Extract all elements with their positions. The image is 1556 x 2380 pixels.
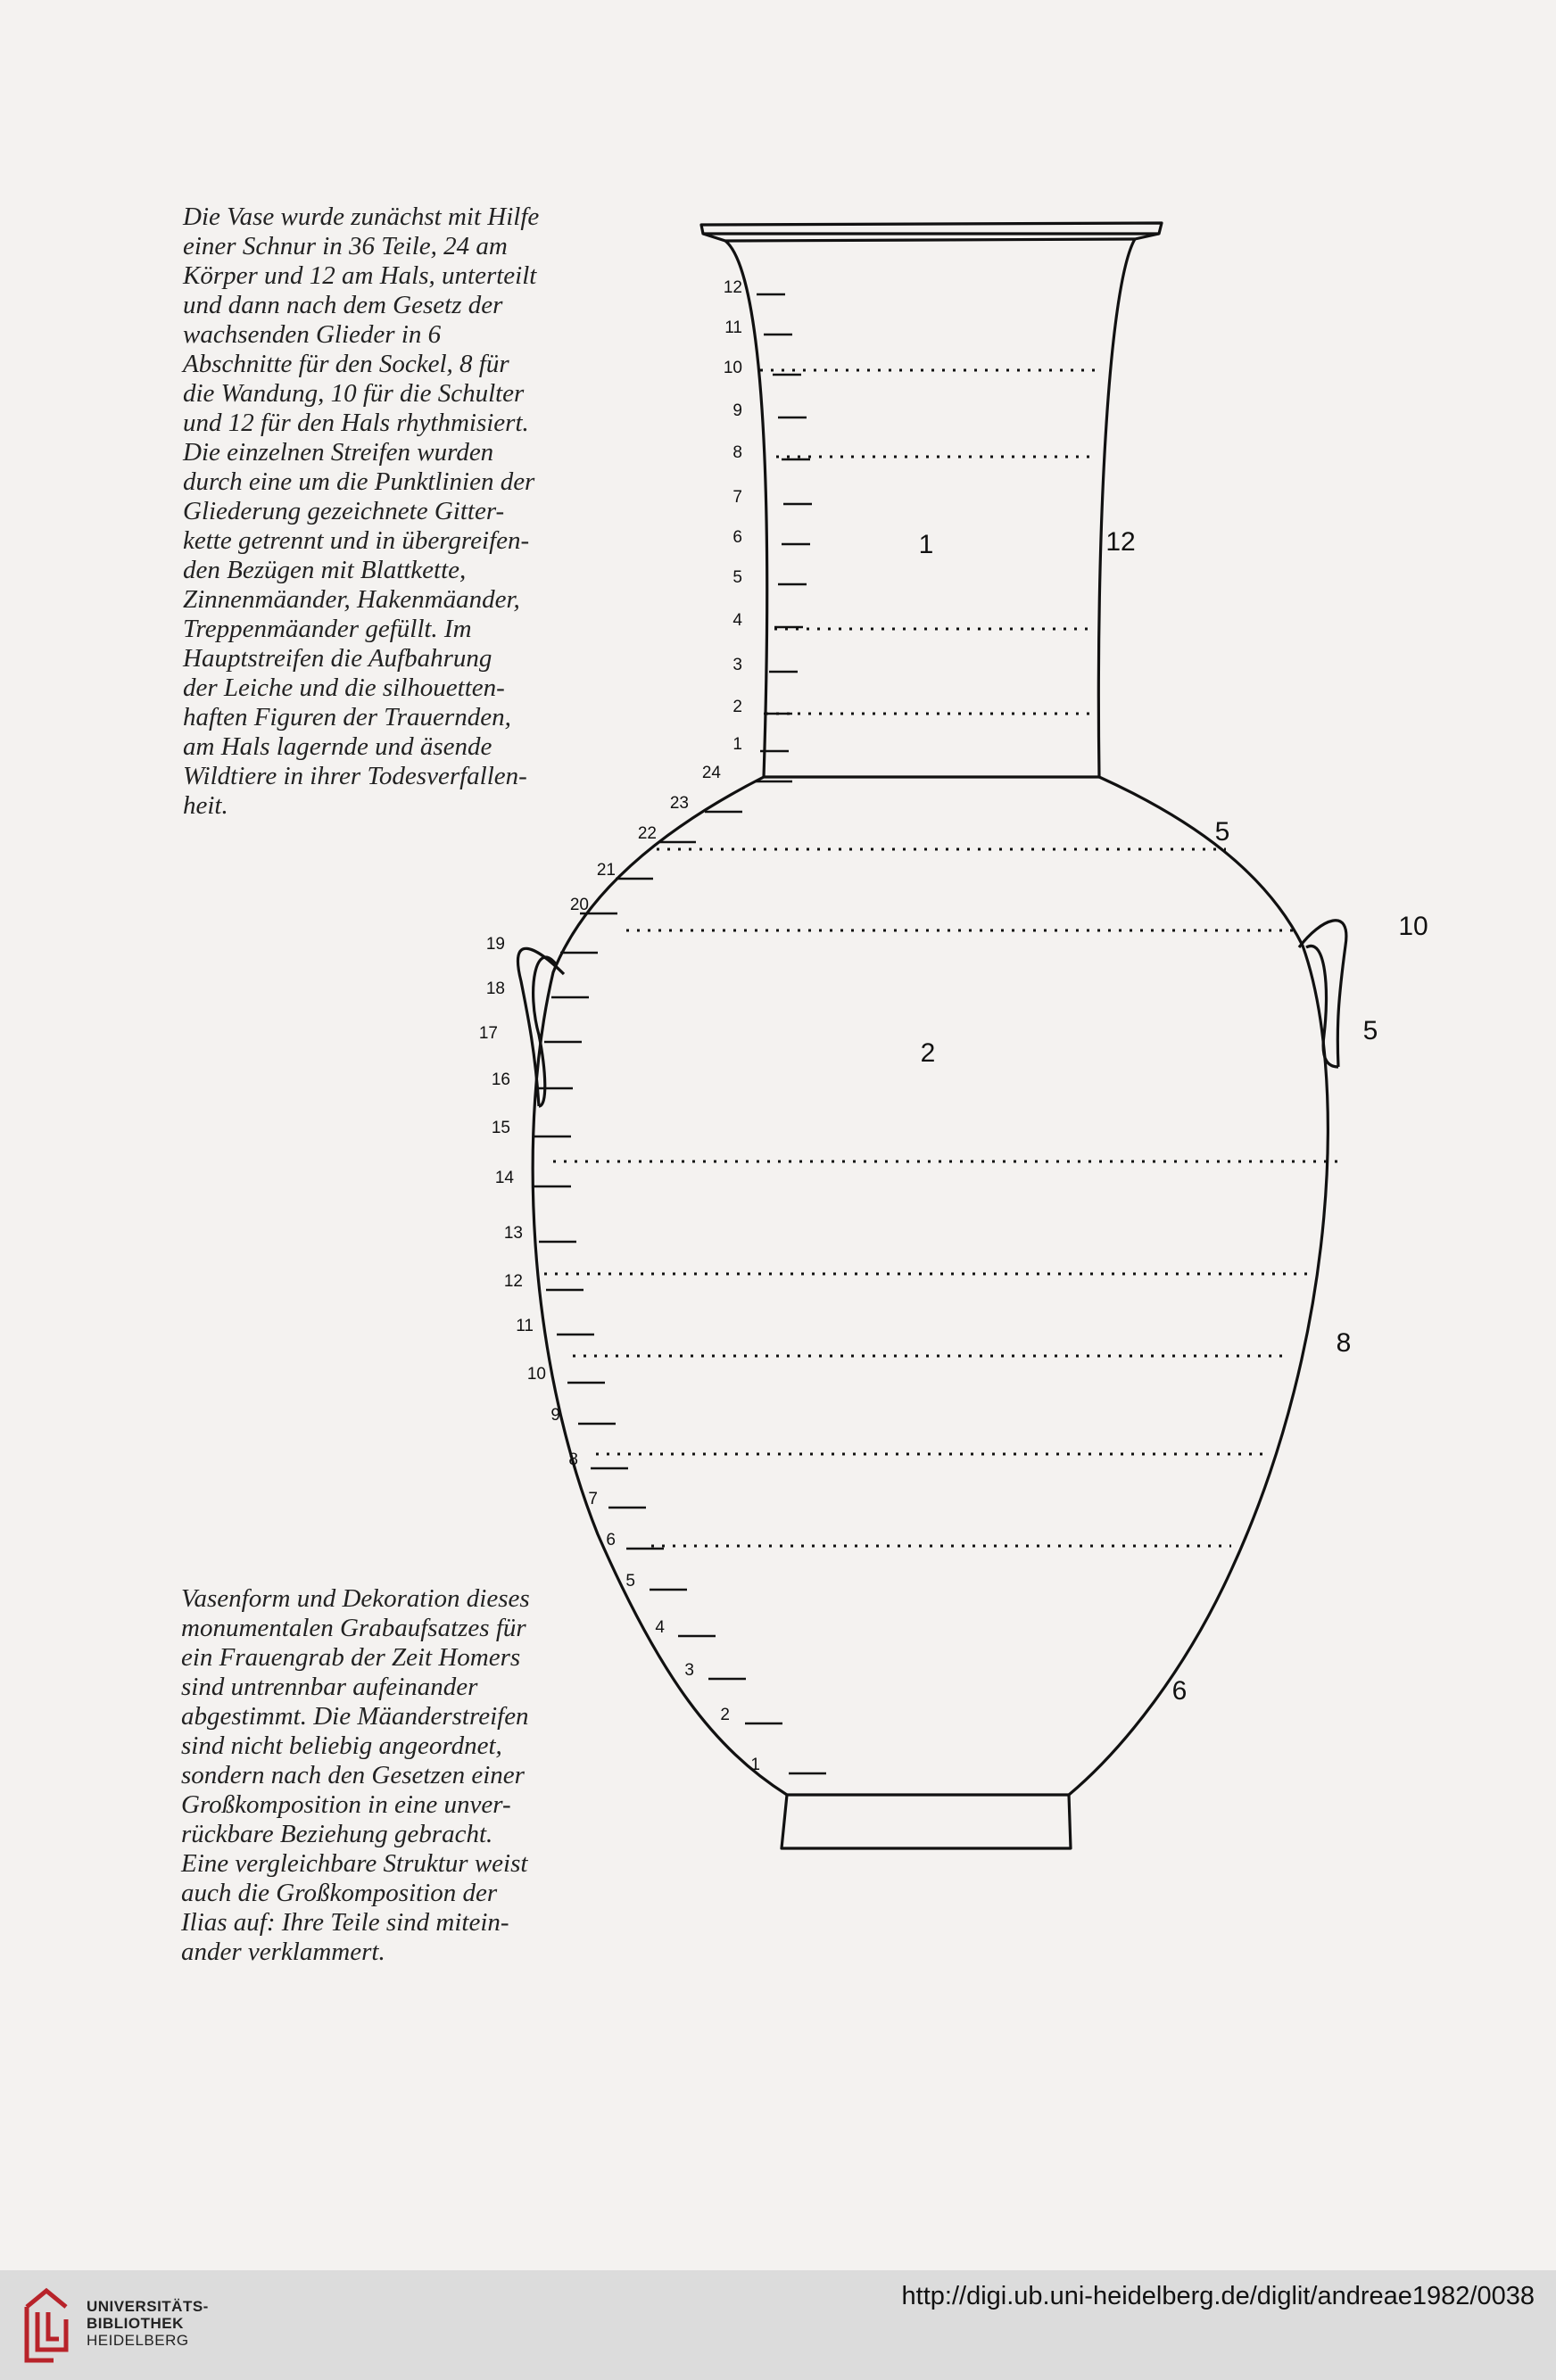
- section-label: 1: [918, 530, 934, 559]
- body-tick-label: 20: [569, 896, 589, 914]
- body-tick-label: 3: [684, 1661, 694, 1680]
- body-tick-label: 5: [625, 1572, 635, 1591]
- caption-top: Die Vase wurde zunächst mit Hilfe einer Schnur in 36 Teile, 24 am Körper und 12 am Hals, unterteilt und dann nach dem Gesetz der wachsenden Glieder in 6 Abschnitte für den Sockel, 8 für die Wandung, 10 für die Schulter und 12 für den Hals rhythmisiert. Die einzelnen Streifen wurden durch eine um die Punktlinien der Gliederung gezeichnete Gitter- kette getrennt und in übergreifen- den Bezügen mit Blattkette, Zinnenmäander, Hakenmäander, Treppenmäander gefüllt. Im Hauptstreifen die Aufbahrung der Leiche und die silhouetten- haften Figuren der Trauernden, am Hals lagernde und äsende Wildtiere in ihrer Todesverfallen- heit.: [183, 202, 540, 820]
- section-label: 10: [1398, 912, 1428, 941]
- neck-tick-label: 10: [723, 359, 742, 377]
- neck-tick-label: 5: [732, 568, 742, 587]
- body-tick-label: 1: [750, 1756, 760, 1774]
- body-tick-label: 21: [596, 861, 616, 880]
- vase-neck-right: [1098, 239, 1135, 777]
- vase-handle-right: [1299, 921, 1346, 1067]
- body-tick-label: 13: [503, 1224, 523, 1243]
- body-tick-label: 7: [588, 1490, 598, 1508]
- section-label: 6: [1171, 1676, 1188, 1706]
- section-label: 8: [1336, 1328, 1352, 1358]
- neck-tick-label: 12: [723, 278, 742, 297]
- section-label: 2: [920, 1038, 936, 1068]
- neck-tick-label: 7: [732, 488, 742, 507]
- vase-handle-left: [517, 948, 564, 1106]
- neck-tick-label: 6: [732, 528, 742, 547]
- neck-tick-label: 11: [724, 318, 742, 337]
- body-tick-label: 2: [720, 1706, 730, 1724]
- body-tick-label: 19: [485, 935, 505, 954]
- body-tick-label: 8: [568, 1450, 578, 1469]
- neck-tick-label: 3: [732, 656, 742, 674]
- library-logo-icon: [20, 2285, 75, 2366]
- logo-text-line3: HEIDELBERG: [87, 2332, 189, 2349]
- source-url[interactable]: http://digi.ub.uni-heidelberg.de/diglit/andreae1982/0038: [901, 2282, 1535, 2310]
- body-tick-label: 17: [478, 1024, 498, 1043]
- body-tick-label: 4: [655, 1618, 665, 1637]
- section-label: 5: [1214, 817, 1230, 847]
- body-tick-label: 11: [516, 1317, 534, 1335]
- body-tick-label: 12: [503, 1272, 523, 1291]
- vase-body-right: [1069, 777, 1328, 1795]
- neck-tick-label: 8: [732, 443, 742, 462]
- vase-foot: [782, 1795, 1071, 1848]
- vase-lip: [701, 223, 1162, 241]
- section-label: 12: [1105, 527, 1136, 557]
- section-label: 5: [1362, 1016, 1378, 1045]
- body-tick-label: 10: [526, 1365, 546, 1384]
- neck-tick-label: 2: [732, 698, 742, 716]
- body-tick-label: 18: [485, 979, 505, 998]
- body-tick-label: 6: [606, 1531, 616, 1549]
- neck-tick-label: 9: [732, 401, 742, 420]
- logo-text-line2: BIBLIOTHEK: [87, 2315, 184, 2332]
- body-tick-label: 23: [669, 794, 689, 813]
- body-tick-label: 14: [494, 1169, 514, 1187]
- body-tick-label: 9: [550, 1406, 560, 1425]
- body-tick-label: 22: [637, 824, 657, 843]
- neck-tick-label: 4: [732, 611, 742, 630]
- body-tick-label: 15: [491, 1119, 510, 1137]
- neck-tick-label: 1: [732, 735, 742, 754]
- caption-bottom: Vasenform und Dekoration dieses monumentalen Grabaufsatzes für ein Frauengrab der Zeit Homers sind untrennbar aufeinander abgestimmt. Die Mäanderstreifen sind nicht beliebig angeordnet, sondern nach den Gesetzen einer Großkomposition in eine unver- rückbare Beziehung gebracht. Eine vergleichbare Struktur weist auch die Großkomposition der Ilias auf: Ihre Teile sind mitein- ander verklammert.: [181, 1584, 530, 1966]
- body-tick-label: 24: [701, 764, 721, 782]
- logo-text-line1: UNIVERSITÄTS-: [87, 2298, 209, 2315]
- body-tick-label: 16: [491, 1070, 510, 1089]
